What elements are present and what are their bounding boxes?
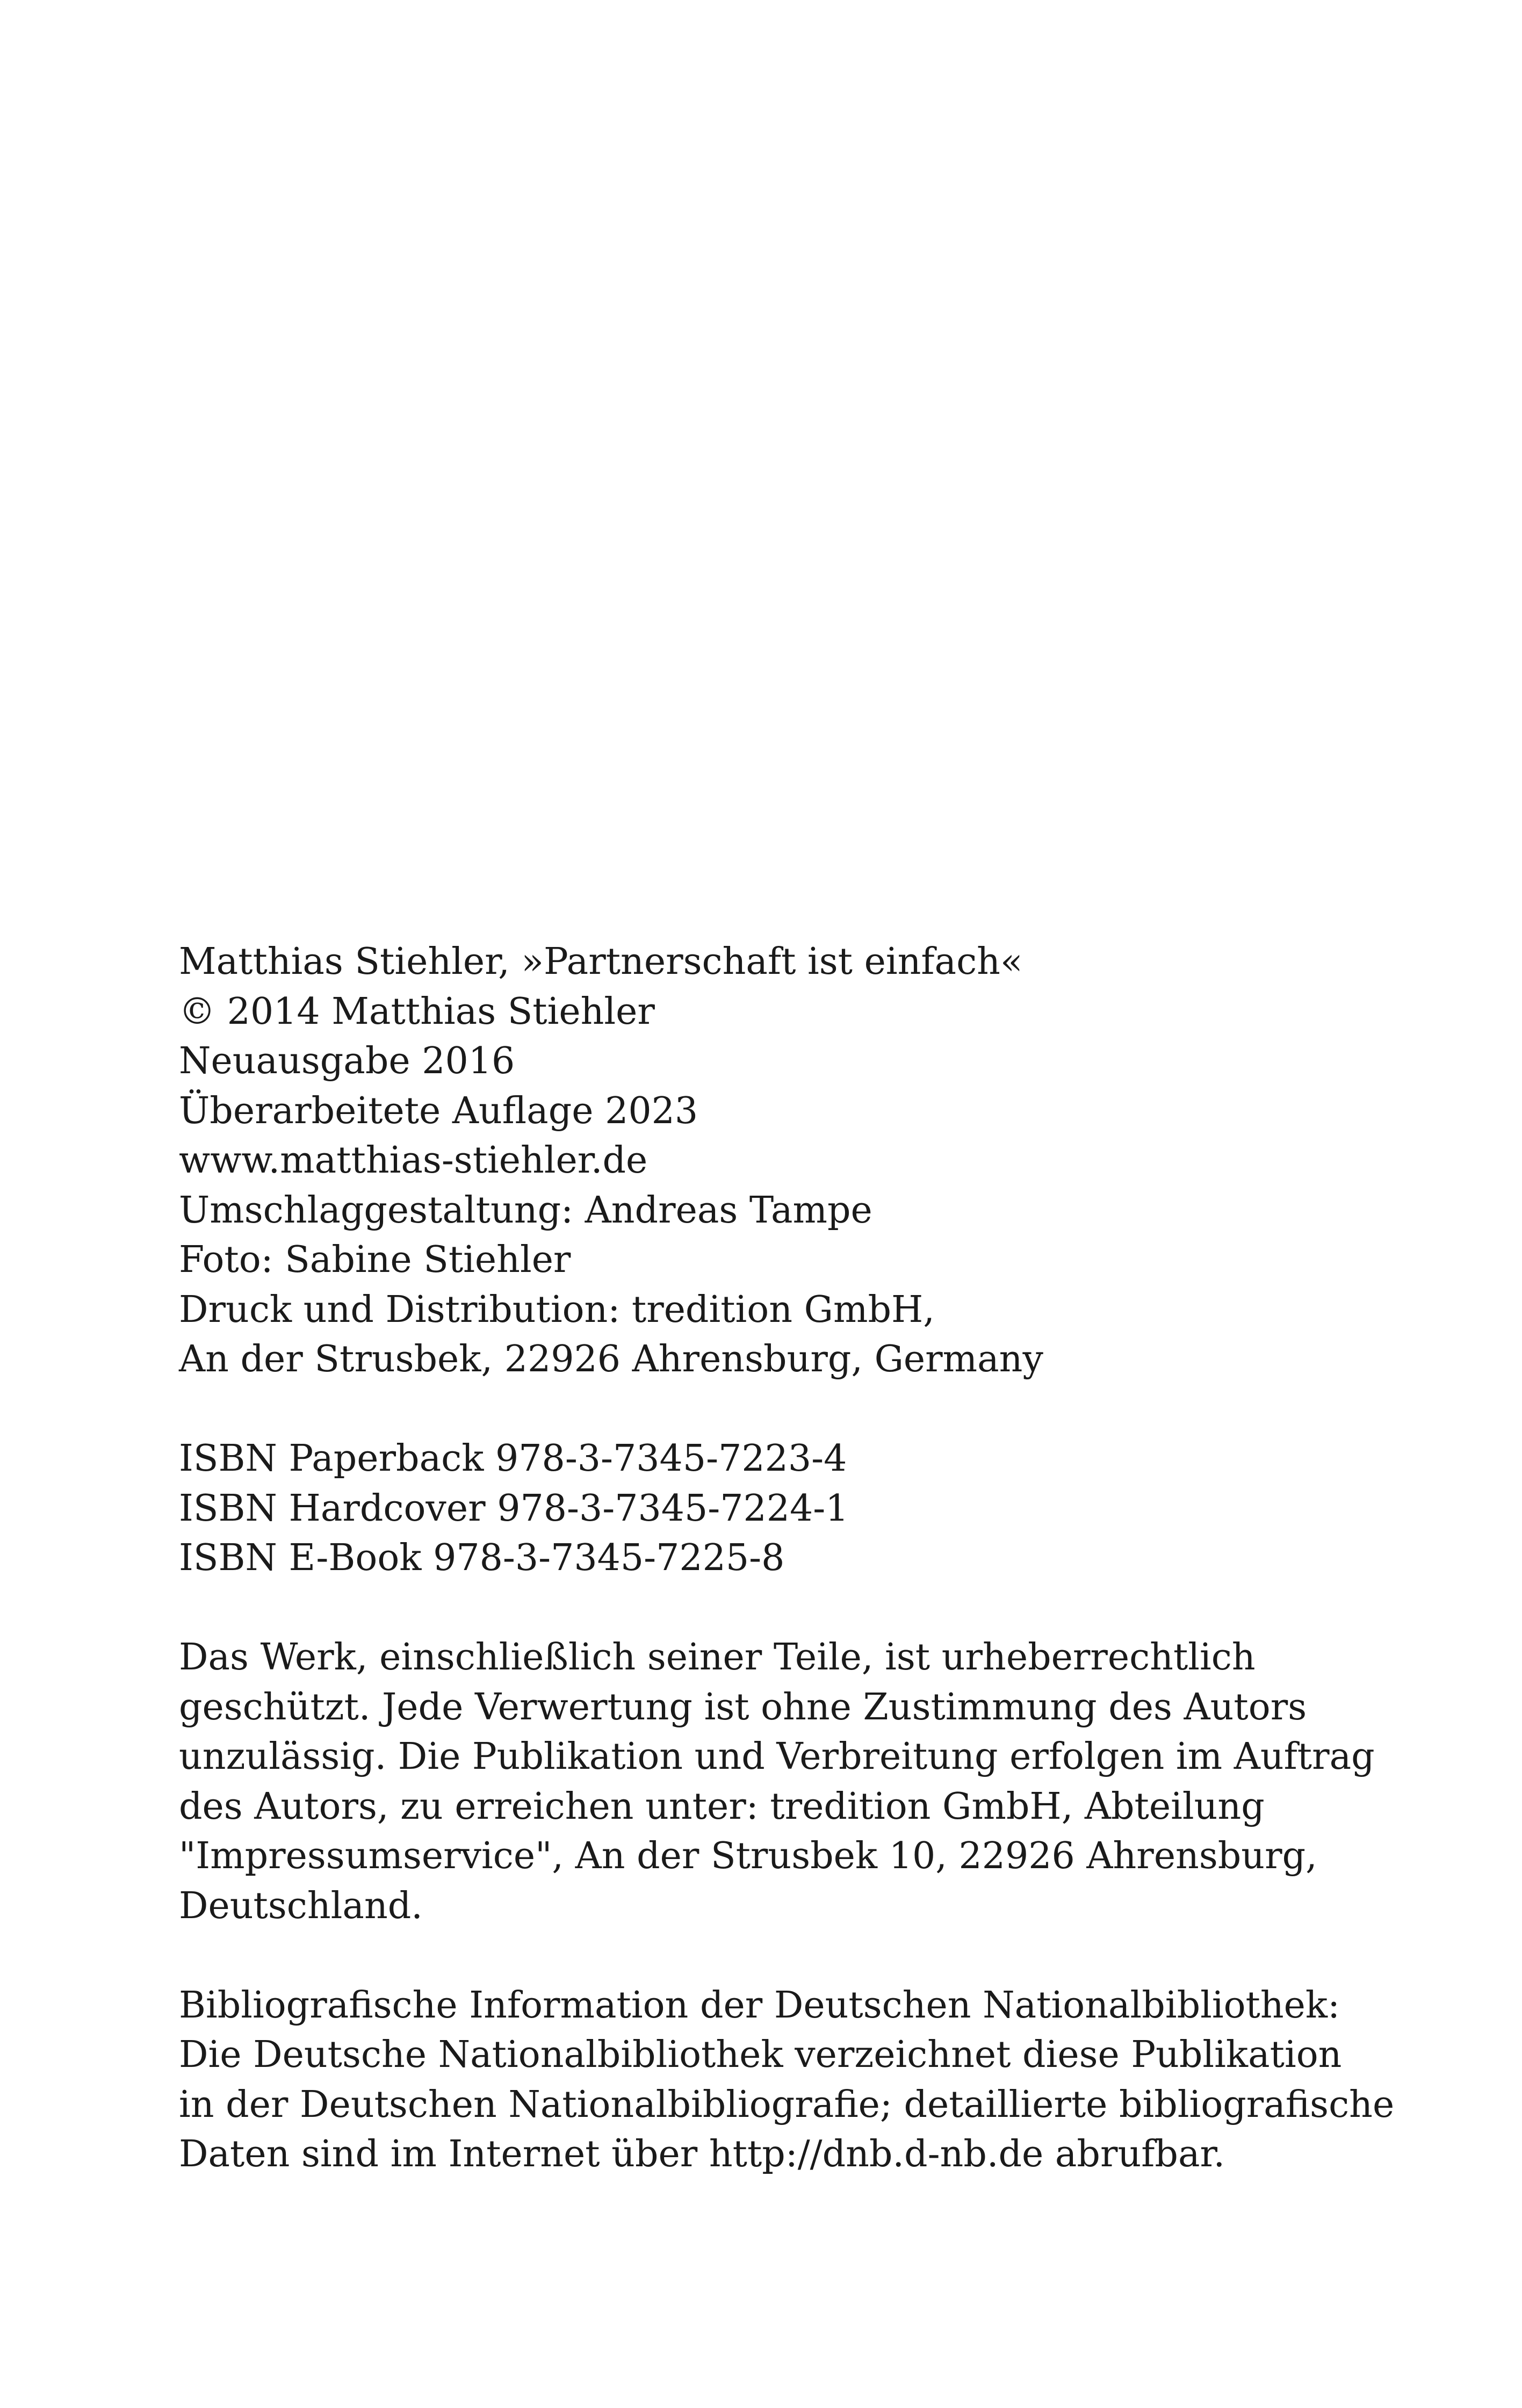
bibliographic-info-line: Bibliografische Information der Deutschen Nationalbibliothek: <box>179 1984 1340 2027</box>
bibliographic-info <box>179 1981 1395 2180</box>
bibliographic-info-line: Die Deutsche Nationalbibliothek verzeichnet diese Publikation <box>179 2034 1342 2076</box>
bibliographic-info-line: Daten sind im Internet über http://dnb.d-nb.de abrufbar. <box>179 2133 1225 2175</box>
edition-line: Neuausgabe 2016 <box>179 1040 515 1082</box>
website-line: www.matthias-stiehler.de <box>179 1139 648 1182</box>
printer-address-line: An der Strusbek, 22926 Ahrensburg, Germany <box>179 1338 1043 1380</box>
copyright-notice <box>179 1633 1375 1931</box>
printing-line: Druck und Distribution: tredition GmbH, <box>179 1288 935 1331</box>
isbn-hardcover: ISBN Hardcover 978-3-7345-7224-1 <box>179 1487 849 1530</box>
cover-design-line: Umschlaggestaltung: Andreas Tampe <box>179 1189 872 1232</box>
copyright-line: © 2014 Matthias Stiehler <box>179 990 655 1033</box>
copyright-notice-line: unzulässig. Die Publikation und Verbreitung erfolgen im Auftrag <box>179 1736 1375 1778</box>
copyright-notice-line: des Autors, zu erreichen unter: tredition GmbH, Abteilung <box>179 1785 1265 1828</box>
copyright-notice-line: Das Werk, einschließlich seiner Teile, ist urheberrechtlich <box>179 1636 1256 1679</box>
bibliographic-info-line: in der Deutschen Nationalbibliografie; detaillierte bibliografische <box>179 2083 1395 2126</box>
book-title-line: Matthias Stiehler, »Partnerschaft ist einfach« <box>179 941 1023 983</box>
credits-block <box>179 937 1361 1385</box>
imprint-page <box>179 937 1395 2180</box>
isbn-ebook: ISBN E-Book 978-3-7345-7225-8 <box>179 1537 785 1579</box>
photo-credit-line: Foto: Sabine Stiehler <box>179 1239 571 1281</box>
revised-edition-line: Überarbeitete Auflage 2023 <box>179 1089 698 1132</box>
isbn-block <box>179 1434 1361 1583</box>
copyright-notice-line: geschützt. Jede Verwertung ist ohne Zustimmung des Autors <box>179 1686 1307 1729</box>
isbn-paperback: ISBN Paperback 978-3-7345-7223-4 <box>179 1437 847 1480</box>
copyright-notice-line: "Impressumservice", An der Strusbek 10, 22926 Ahrensburg, <box>179 1835 1317 1877</box>
copyright-notice-line: Deutschland. <box>179 1884 423 1927</box>
